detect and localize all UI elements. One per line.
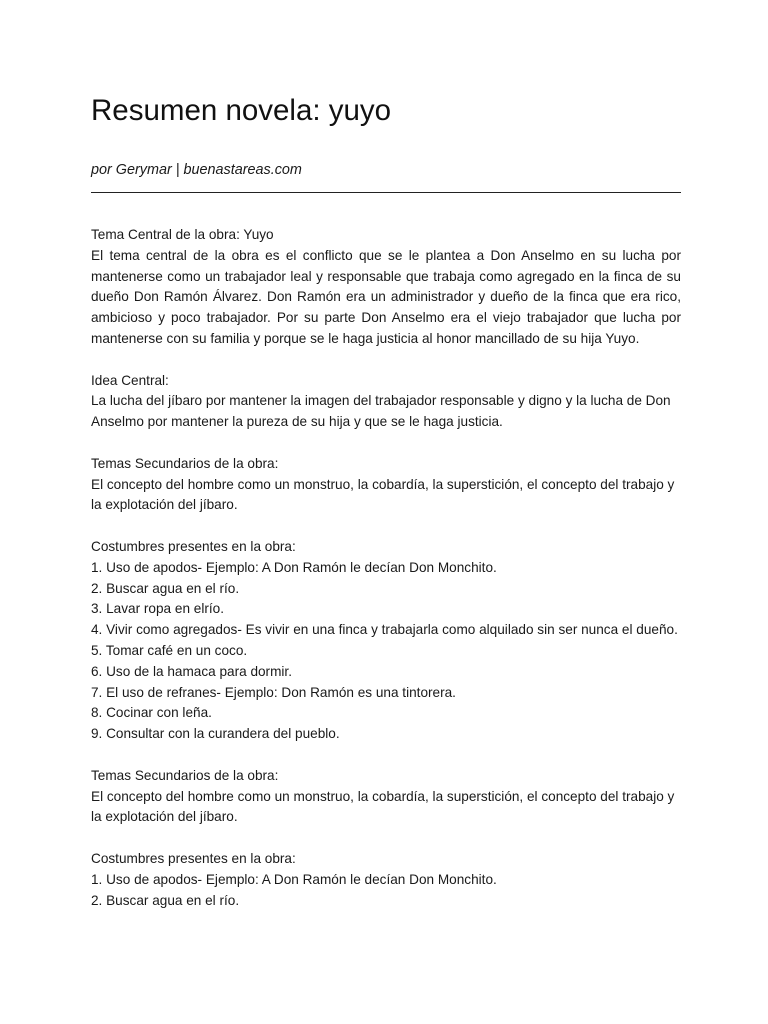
list-item: 8. Cocinar con leña. [91,705,212,721]
costumbres-list [91,870,681,912]
section-paragraph: La lucha del jíbaro por mantener la imagen del trabajador responsable y digno y la lucha de Don Anselmo por mantener la pureza de su hija y que se le haga justicia. [91,393,671,430]
section-paragraph: El concepto del hombre como un monstruo, la cobardía, la superstición, el concepto del trabajo y la explotación del jíbaro. [91,476,675,513]
section-heading: Tema Central de la obra: Yuyo [91,227,274,242]
section-tema-central [91,225,681,350]
list-item: 9. Consultar con la curandera del pueblo. [91,726,340,742]
list-item: 4. Vivir como agregados- Es vivir en una finca y trabajarla como alquilado sin ser nunca el dueño. [91,622,678,638]
document-byline: por Gerymar | buenastareas.com [91,162,302,178]
section-costumbres [91,537,681,745]
section-temas-secundarios [91,454,681,516]
section-paragraph: El tema central de la obra es el conflicto que se le plantea a Don Anselmo en su lucha por mantenerse como un trabajador leal y responsable que trabaja como agregado en la finca de su dueño Don Ramón Álvarez. Don Ramón era un administrador y dueño de la finca que era rico, ambicioso y poco trabajador. Por su parte Don Anselmo era el viejo trabajador que lucha por mantenerse con su familia y porque se le haga justicia al honor mancillado de su hija Yuyo. [91,247,681,346]
list-item: 1. Uso de apodos- Ejemplo: A Don Ramón le decían Don Monchito. [91,559,497,575]
section-heading: Costumbres presentes en la obra: [91,850,296,866]
section-heading: Temas Secundarios de la obra: [91,767,279,783]
list-item: 7. El uso de refranes- Ejemplo: Don Ramón es una tintorera. [91,684,456,700]
section-idea-central [91,371,681,433]
list-item: 6. Uso de la hamaca para dormir. [91,663,292,679]
section-temas-secundarios-repeat [91,766,681,828]
section-costumbres-repeat [91,849,681,911]
list-item: 1. Uso de apodos- Ejemplo: A Don Ramón le decían Don Monchito. [91,871,497,887]
section-heading: Idea Central: [91,372,169,388]
document-body [91,225,681,932]
list-item: 2. Buscar agua en el río. [91,892,240,908]
list-item: 3. Lavar ropa en elrío. [91,601,224,617]
costumbres-list [91,558,681,745]
document-title: Resumen novela: yuyo [91,94,392,127]
section-heading: Costumbres presentes en la obra: [91,538,296,554]
section-heading: Temas Secundarios de la obra: [91,455,279,471]
list-item: 5. Tomar café en un coco. [91,642,248,658]
title-divider [91,192,681,193]
section-paragraph: El concepto del hombre como un monstruo, la cobardía, la superstición, el concepto del trabajo y la explotación del jíbaro. [91,788,675,825]
list-item: 2. Buscar agua en el río. [91,580,240,596]
